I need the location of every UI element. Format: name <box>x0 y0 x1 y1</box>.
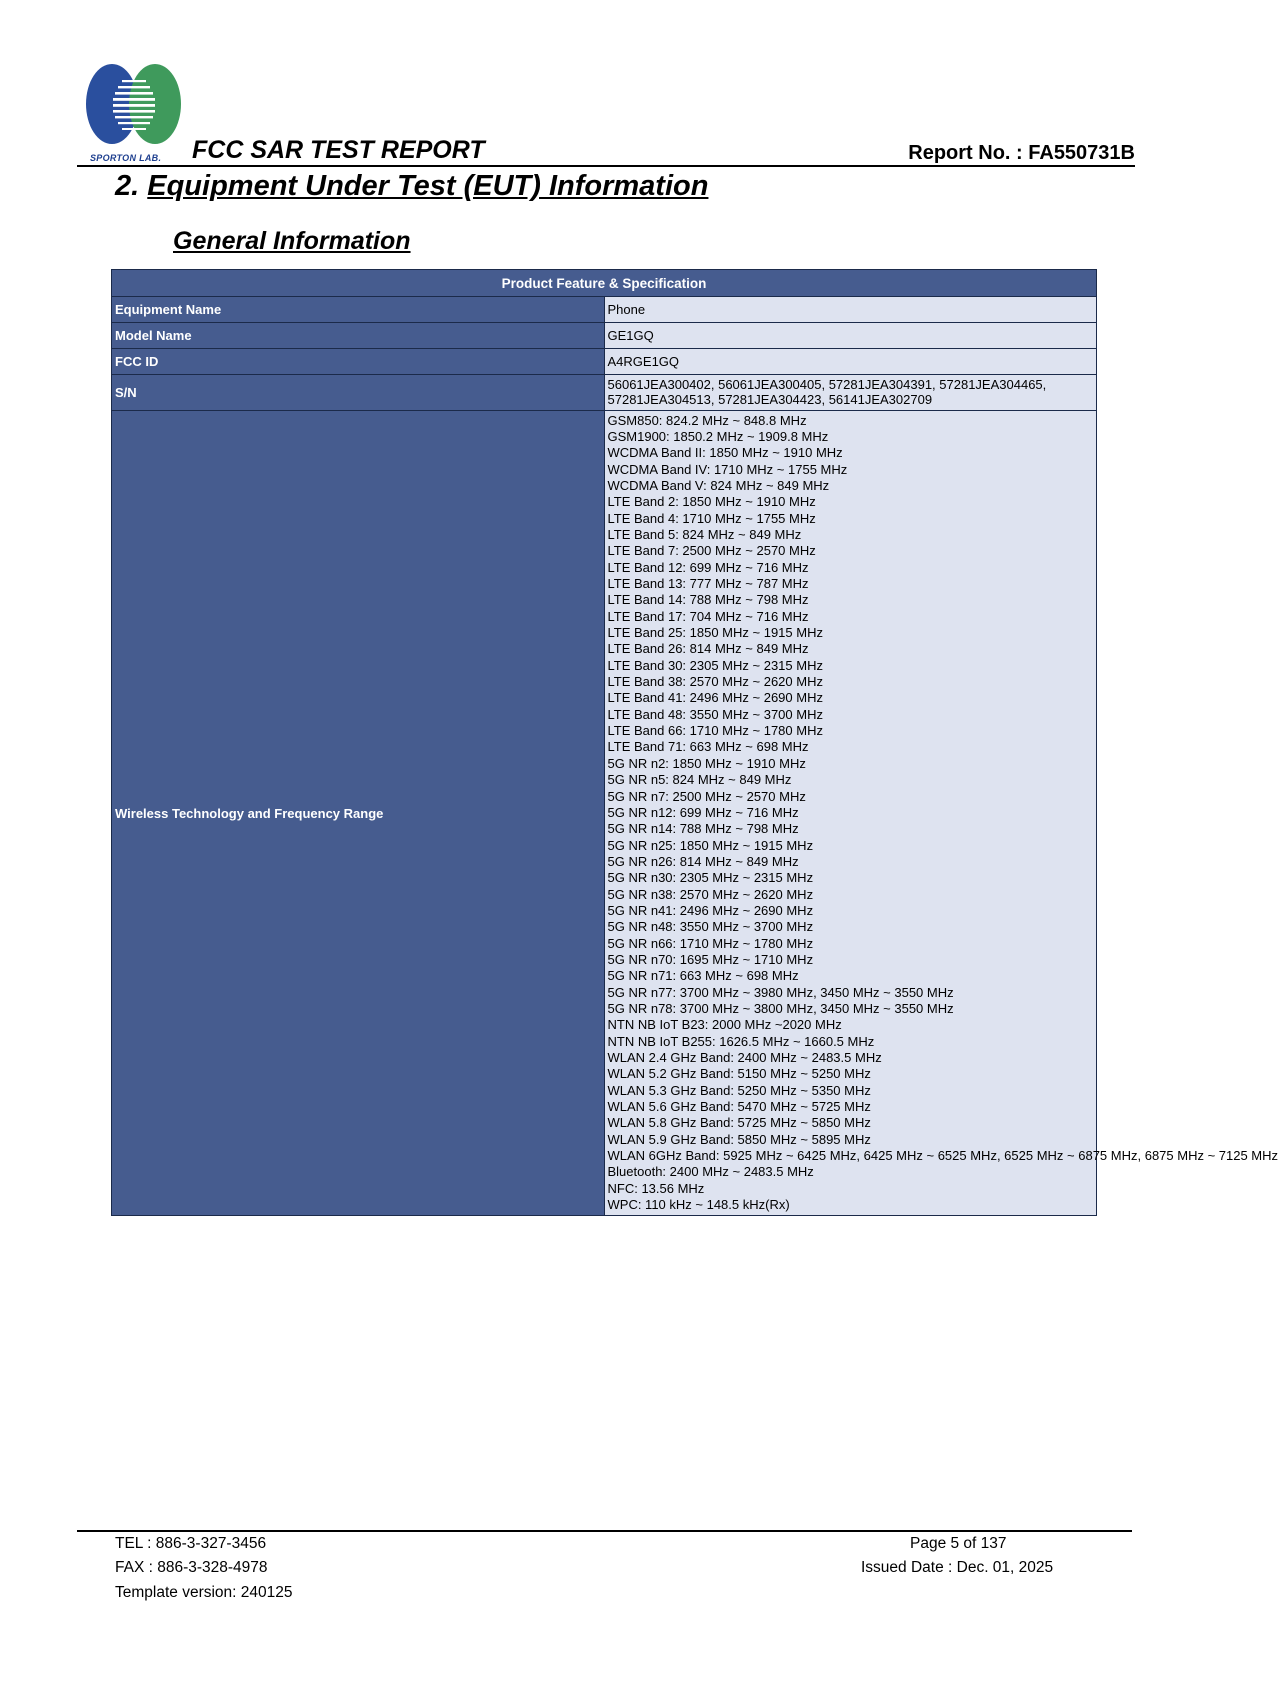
sporton-logo <box>82 62 186 164</box>
frequency-range-item: LTE Band 66: 1710 MHz ~ 1780 MHz <box>607 723 823 739</box>
footer-tel: TEL : 886-3-327-3456 <box>115 1535 267 1552</box>
frequency-range-item: GSM1900: 1850.2 MHz ~ 1909.8 MHz <box>607 428 829 444</box>
frequency-range-item: LTE Band 13: 777 MHz ~ 787 MHz <box>607 576 809 592</box>
frequency-range-item: LTE Band 71: 663 MHz ~ 698 MHz <box>607 739 809 755</box>
frequency-range-item: Bluetooth: 2400 MHz ~ 2483.5 MHz <box>607 1164 814 1180</box>
frequency-range-item: WCDMA Band II: 1850 MHz ~ 1910 MHz <box>607 445 843 461</box>
frequency-range-item: 5G NR n7: 2500 MHz ~ 2570 MHz <box>607 788 806 804</box>
footer-fax: FAX : 886-3-328-4978 <box>115 1559 268 1576</box>
product-spec-table <box>111 269 1278 1216</box>
frequency-range-item: 5G NR n70: 1695 MHz ~ 1710 MHz <box>607 951 814 967</box>
row-label: Equipment Name <box>112 297 605 323</box>
frequency-range-item: LTE Band 17: 704 MHz ~ 716 MHz <box>607 608 809 624</box>
frequency-range-item: LTE Band 41: 2496 MHz ~ 2690 MHz <box>607 690 823 706</box>
row-value: Phone <box>604 297 1097 323</box>
frequency-range-item: 5G NR n2: 1850 MHz ~ 1910 MHz <box>607 755 806 771</box>
frequency-range-item: WPC: 110 kHz ~ 148.5 kHz(Rx) <box>607 1197 790 1213</box>
frequency-range-item: LTE Band 48: 3550 MHz ~ 3700 MHz <box>607 706 823 722</box>
table-header: Product Feature & Specification <box>112 270 1097 297</box>
frequency-list <box>604 410 1278 1216</box>
row-value: 56061JEA300402, 56061JEA300405, 57281JEA304391, 57281JEA304465, 57281JEA304513, 57281JEA304423, 56141JEA302709 <box>604 375 1097 411</box>
frequency-range-item: 5G NR n5: 824 MHz ~ 849 MHz <box>607 772 792 788</box>
table-row <box>112 323 1097 349</box>
section-title: Equipment Under Test (EUT) Information <box>147 170 709 202</box>
frequency-range-item: 5G NR n71: 663 MHz ~ 698 MHz <box>607 968 799 984</box>
table-row <box>112 297 1097 323</box>
frequency-range-item: 5G NR n48: 3550 MHz ~ 3700 MHz <box>607 919 814 935</box>
frequency-range-item: 5G NR n30: 2305 MHz ~ 2315 MHz <box>607 870 814 886</box>
footer-rule <box>77 1530 1132 1532</box>
frequency-range-item: WCDMA Band V: 824 MHz ~ 849 MHz <box>607 477 830 493</box>
logo-text: SPORTON LAB. <box>90 153 162 163</box>
frequency-range-item: 5G NR n77: 3700 MHz ~ 3980 MHz, 3450 MHz ~ 3550 MHz <box>607 984 954 1000</box>
report-title: FCC SAR TEST REPORT <box>192 136 485 164</box>
frequency-range-item: WLAN 5.9 GHz Band: 5850 MHz ~ 5895 MHz <box>607 1131 871 1147</box>
frequency-range-item: NFC: 13.56 MHz <box>607 1180 705 1196</box>
frequency-range-item: 5G NR n12: 699 MHz ~ 716 MHz <box>607 804 799 820</box>
frequency-range-item: 5G NR n66: 1710 MHz ~ 1780 MHz <box>607 935 814 951</box>
frequency-range-item: 5G NR n26: 814 MHz ~ 849 MHz <box>607 853 799 869</box>
report-number: Report No. : FA550731B <box>908 142 1135 164</box>
frequency-range-item: LTE Band 30: 2305 MHz ~ 2315 MHz <box>607 657 823 673</box>
frequency-range-item: WLAN 5.8 GHz Band: 5725 MHz ~ 5850 MHz <box>607 1115 871 1131</box>
frequency-range-item: WLAN 5.2 GHz Band: 5150 MHz ~ 5250 MHz <box>607 1066 871 1082</box>
table-row <box>112 375 1097 411</box>
frequency-range-item: WCDMA Band IV: 1710 MHz ~ 1755 MHz <box>607 461 848 477</box>
frequency-range-item: GSM850: 824.2 MHz ~ 848.8 MHz <box>607 412 807 428</box>
frequency-range-item: LTE Band 25: 1850 MHz ~ 1915 MHz <box>607 625 823 641</box>
frequency-range-item: LTE Band 4: 1710 MHz ~ 1755 MHz <box>607 510 816 526</box>
frequency-range-item: 5G NR n25: 1850 MHz ~ 1915 MHz <box>607 837 814 853</box>
row-value: GE1GQ <box>604 323 1097 349</box>
section-heading <box>115 170 708 203</box>
frequency-range-item: LTE Band 7: 2500 MHz ~ 2570 MHz <box>607 543 816 559</box>
frequency-range-item: 5G NR n38: 2570 MHz ~ 2620 MHz <box>607 886 814 902</box>
frequency-range-item: NTN NB IoT B23: 2000 MHz ~2020 MHz <box>607 1017 842 1033</box>
row-label: Model Name <box>112 323 605 349</box>
footer-template-version: Template version: 240125 <box>115 1584 293 1601</box>
frequency-range-item: LTE Band 14: 788 MHz ~ 798 MHz <box>607 592 809 608</box>
section-number: 2. <box>115 170 140 202</box>
frequency-range-item: WLAN 5.6 GHz Band: 5470 MHz ~ 5725 MHz <box>607 1099 871 1115</box>
frequency-range-item: LTE Band 26: 814 MHz ~ 849 MHz <box>607 641 809 657</box>
frequency-range-item: WLAN 6GHz Band: 5925 MHz ~ 6425 MHz, 6425 MHz ~ 6525 MHz, 6525 MHz ~ 6875 MHz, 6875 MHz ~ 7125 MHz <box>607 1148 1278 1164</box>
frequency-range-item: LTE Band 5: 824 MHz ~ 849 MHz <box>607 527 802 542</box>
frequency-range-item: WLAN 2.4 GHz Band: 2400 MHz ~ 2483.5 MHz <box>607 1050 882 1065</box>
frequency-range-item: 5G NR n78: 3700 MHz ~ 3800 MHz, 3450 MHz ~ 3550 MHz <box>607 1000 954 1016</box>
frequency-range-item: NTN NB IoT B255: 1626.5 MHz ~ 1660.5 MHz <box>607 1033 875 1049</box>
row-value: A4RGE1GQ <box>604 349 1097 375</box>
row-label: FCC ID <box>112 349 605 375</box>
frequency-range-item: LTE Band 38: 2570 MHz ~ 2620 MHz <box>607 674 823 690</box>
frequency-range-item: 5G NR n41: 2496 MHz ~ 2690 MHz <box>607 902 814 918</box>
table-row <box>112 349 1097 375</box>
header-rule <box>77 165 1135 167</box>
frequency-range-item: LTE Band 2: 1850 MHz ~ 1910 MHz <box>607 494 816 510</box>
row-label: S/N <box>112 375 605 411</box>
table-row <box>112 410 1097 1216</box>
footer-page-number: Page 5 of 137 <box>910 1535 1007 1552</box>
subsection-heading: General Information <box>173 227 411 255</box>
row-label: Wireless Technology and Frequency Range <box>112 410 605 1216</box>
frequency-range-item: LTE Band 12: 699 MHz ~ 716 MHz <box>607 559 809 575</box>
frequency-range-item: 5G NR n14: 788 MHz ~ 798 MHz <box>607 821 799 837</box>
frequency-range-item: WLAN 5.3 GHz Band: 5250 MHz ~ 5350 MHz <box>607 1082 871 1098</box>
footer-issued-date: Issued Date : Dec. 01, 2025 <box>861 1559 1054 1576</box>
